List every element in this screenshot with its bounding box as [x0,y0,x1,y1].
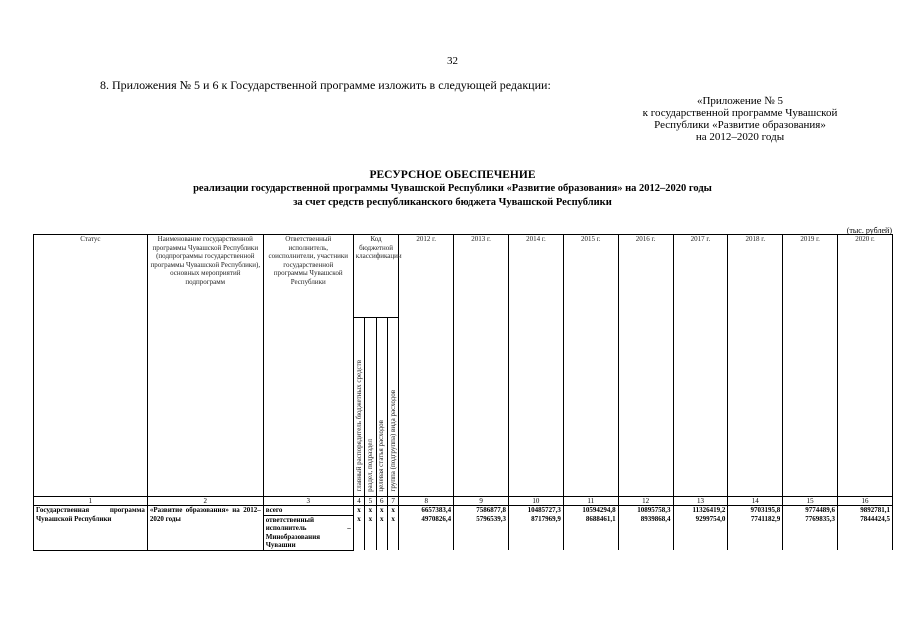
heading-subtitle: за счет средств республиканского бюджета Чувашской Республики [293,197,612,208]
table-row [34,506,893,516]
row-value: 8939868,4 [618,515,673,550]
row-code: x [387,515,398,550]
header-year: 2013 г. [454,235,509,497]
column-number: 12 [618,497,673,506]
header-year: 2015 г. [563,235,618,497]
header-year: 2014 г. [508,235,563,497]
column-number: 6 [376,497,387,506]
row-code: x [365,506,376,516]
intro-text: 8. Приложения № 5 и 6 к Государственной программе изложить в следующей редакции: [100,78,551,92]
header-executor: Ответственный исполнитель, соисполнители, участники государственной программы Чувашской Республики [263,235,353,497]
row-value: 4970826,4 [399,515,454,550]
row-code: x [353,506,364,516]
row-value: 10485727,3 [508,506,563,516]
row-code: x [365,515,376,550]
row-code: x [387,506,398,516]
row-value: 10594294,8 [563,506,618,516]
column-number: 10 [508,497,563,506]
row-value: 6657383,4 [399,506,454,516]
column-number: 2 [147,497,263,506]
row-value: 9774489,6 [783,506,838,516]
row-value: 9892781,1 [838,506,893,516]
header-status: Статус [34,235,148,497]
header-name: Наименование государственной программы Чувашской Республики (подпрограммы государственной программы Чувашской Республики), основных мероприятий подпрограмм [147,235,263,497]
column-number: 7 [387,497,398,506]
column-number: 5 [365,497,376,506]
heading-title: РЕСУРСНОЕ ОБЕСПЕЧЕНИЕ [369,169,536,181]
row-value: 5796539,3 [454,515,509,550]
row-executor: всего [263,506,353,516]
row-value: 9299754,0 [673,515,728,550]
row-value: 9703195,8 [728,506,783,516]
header-year: 2019 г. [783,235,838,497]
column-number: 3 [263,497,353,506]
header-year: 2018 г. [728,235,783,497]
row-code: x [376,506,387,516]
column-number: 16 [838,497,893,506]
row-value: 7586877,8 [454,506,509,516]
document-heading [0,168,905,210]
row-value: 8688461,1 [563,515,618,550]
header-year: 2012 г. [399,235,454,497]
header-year: 2020 г. [838,235,893,497]
appendix-line: на 2012–2020 годы [695,131,785,143]
appendix-line: «Приложение № 5 [696,95,784,107]
header-year: 2016 г. [618,235,673,497]
row-value: 7844424,5 [838,515,893,550]
row-code: x [353,515,364,550]
row-code: x [376,515,387,550]
column-number: 13 [673,497,728,506]
row-value: 10895758,3 [618,506,673,516]
row-name: «Развитие образования» на 2012–2020 годы [147,506,263,551]
column-number: 11 [563,497,618,506]
column-number: 15 [783,497,838,506]
column-numbers-row [34,497,893,506]
resource-table [33,234,893,551]
row-value: 7741182,9 [728,515,783,550]
appendix-header [590,95,890,143]
row-value: 11326419,2 [673,506,728,516]
header-code-group: группа (подгруппа) вида расходов [387,318,398,497]
column-number: 1 [34,497,148,506]
row-value: 8717969,9 [508,515,563,550]
row-executor: ответственный исполнитель – Минобразования Чувашии [263,515,353,550]
appendix-line: Республики «Развитие образования» [654,119,826,131]
header-year: 2017 г. [673,235,728,497]
column-number: 9 [454,497,509,506]
column-number: 8 [399,497,454,506]
header-code-manager: главный распорядитель бюджетных средств [353,318,364,497]
row-value: 7769835,3 [783,515,838,550]
units-label: (тыс. рублей) [846,226,892,235]
heading-subtitle: реализации государственной программы Чувашской Республики «Развитие образования» на 2012–2020 годы [193,183,712,194]
header-code-target: целевая статья расходов [376,318,387,497]
page-number: 32 [447,55,458,67]
column-number: 14 [728,497,783,506]
header-budget-code: Код бюджетной классификации [353,235,399,318]
row-status: Государственная программа Чувашской Республики [34,506,148,551]
appendix-line: к государственной программе Чувашской [642,107,838,119]
header-code-section: раздел, подраздел [365,318,376,497]
column-number: 4 [353,497,364,506]
